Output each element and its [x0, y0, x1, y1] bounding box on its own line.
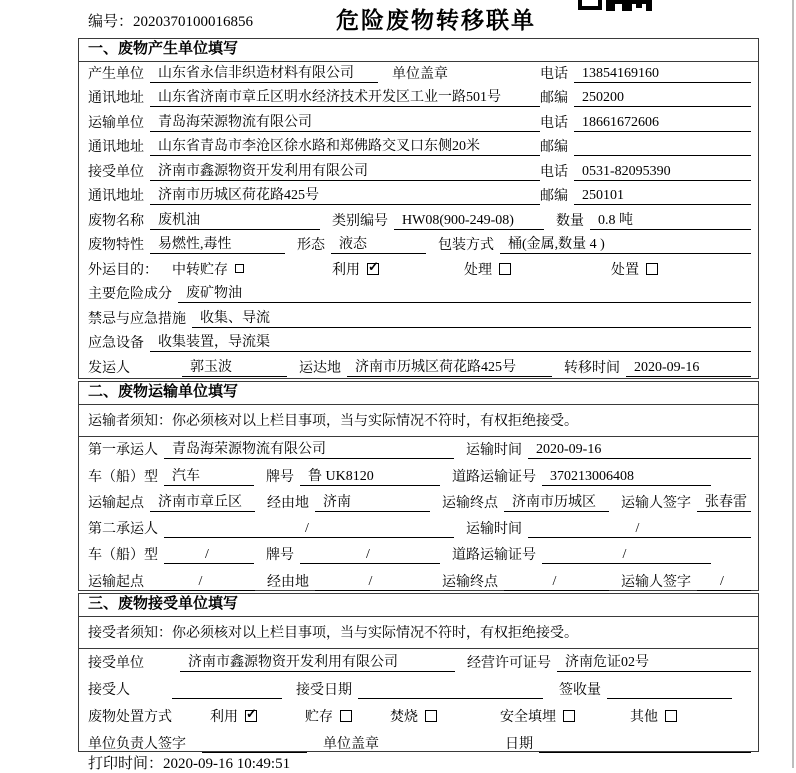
row-carrier1: [88, 437, 751, 463]
route2-end-value: /: [504, 574, 609, 591]
disposal-store-label: 贮存: [305, 710, 333, 725]
license-label: 经营许可证号: [467, 656, 551, 671]
hazard-value: 废矿物油: [178, 282, 751, 303]
vehicle2-label: 车（船）型: [88, 548, 158, 564]
row-transport-unit: [88, 111, 751, 136]
row-equipment: [88, 332, 751, 357]
checkbox-disposal-incinerate[interactable]: [425, 710, 437, 722]
route2-sign-label: 运输人签字: [621, 574, 691, 590]
transfer-time-value: 2020-09-16: [626, 360, 751, 377]
receipt-qty-value: [607, 682, 732, 699]
section3-header: 三、废物接受单位填写: [79, 594, 758, 617]
row-transport-address: [88, 136, 751, 161]
receipt-qty-label: 签收量: [559, 683, 601, 698]
row-route1: [88, 490, 751, 516]
row-waste-props: [88, 234, 751, 259]
carrier2-value: /: [164, 521, 454, 538]
destination-value: 济南市历城区荷花路425号: [347, 356, 552, 377]
waste-name-value: 废机油: [150, 209, 320, 230]
road-cert2-value: /: [542, 547, 711, 564]
carrier1-label: 第一承运人: [88, 443, 158, 459]
transport-notice: 运输者须知：你必须核对以上栏目事项，当与实际情况不符时，有权拒绝接受。: [79, 405, 758, 437]
route1-via-value: 济南: [315, 491, 430, 512]
plate2-value: /: [300, 547, 440, 564]
purpose-option-transfer-storage: [172, 259, 244, 279]
route2-via-value: /: [315, 574, 430, 591]
route2-start-value: /: [150, 574, 255, 591]
disposal-option-utilize: [210, 706, 257, 726]
receiver-phone-label: 电话: [540, 164, 568, 180]
page-right-edge: [792, 0, 794, 768]
producer-zip-label: 邮编: [540, 91, 568, 106]
checkbox-disposal-store[interactable]: [340, 710, 352, 722]
row-hazard: [88, 283, 751, 308]
route2-via-label: 经由地: [267, 574, 309, 590]
unit-seal2-label: 单位盖章: [323, 737, 379, 752]
checkbox-dispose[interactable]: [646, 263, 658, 275]
purpose-option-treat: [464, 259, 511, 279]
print-time-value: 2020-09-16 10:49:51: [163, 756, 291, 772]
waste-pack-label: 包装方式: [438, 238, 494, 253]
waste-form-value: 液态: [331, 233, 426, 254]
receiver-notice: 接受者须知：你必须核对以上栏目事项，当与实际情况不符时，有权拒绝接受。: [79, 617, 758, 649]
route2-end-label: 运输终点: [442, 574, 498, 590]
plate2-label: 牌号: [266, 548, 294, 564]
row-vehicle1: [88, 463, 751, 489]
carrier2-time-value: /: [528, 521, 751, 538]
row-receiver-address: [88, 185, 751, 210]
checkbox-disposal-utilize[interactable]: [245, 706, 257, 722]
transport-address-label: 通讯地址: [88, 140, 144, 155]
serial-label: 编号：: [88, 14, 134, 30]
checkbox-treat[interactable]: [499, 263, 511, 275]
producer-zip-value: 250200: [574, 90, 751, 107]
route2-sign-value: /: [697, 574, 751, 591]
dispatcher-label: 发运人: [88, 360, 130, 376]
producer-unit-label: 产生单位: [88, 66, 144, 82]
print-time-label: 打印时间：: [88, 756, 164, 772]
receiver-zip-value: 250101: [574, 188, 751, 205]
dispose-label: 处置: [611, 262, 639, 278]
transport-address-value: 山东省青岛市李沧区徐水路和郑佛路交叉口东侧20米: [150, 135, 540, 156]
waste-code-value: HW08(900-249-08): [394, 213, 544, 230]
route1-start-label: 运输起点: [88, 495, 144, 511]
accept-unit-label: 接受单位: [88, 656, 144, 671]
row-accept-unit: [88, 649, 751, 676]
carrier1-time-label: 运输时间: [466, 443, 522, 459]
accept-person-value: [172, 682, 282, 699]
section-receiver: [78, 593, 759, 752]
row-waste-name: [88, 209, 751, 234]
road-cert1-value: 370213006408: [542, 469, 711, 486]
checkbox-transfer-storage[interactable]: [235, 264, 244, 273]
qr-code-icon: [578, 0, 652, 11]
row-receiver-unit: [88, 160, 751, 185]
row-producer-address: [88, 87, 751, 112]
section-producer: [78, 38, 759, 379]
section2-header: 二、废物运输单位填写: [79, 382, 758, 405]
accept-unit-value: 济南市鑫源物资开发利用有限公司: [180, 651, 455, 672]
waste-qty-value: 0.8 吨: [590, 209, 751, 230]
taboo-label: 禁忌与应急措施: [88, 311, 186, 327]
waste-form-label: 形态: [297, 238, 325, 253]
receiver-address-value: 济南市历城区荷花路425号: [150, 184, 540, 205]
row-accept-person: [88, 676, 751, 703]
disposal-landfill-label: 安全填埋: [500, 710, 556, 725]
vehicle1-label: 车（船）型: [88, 469, 158, 485]
vehicle2-value: /: [164, 547, 254, 564]
road-cert1-label: 道路运输证号: [452, 469, 536, 485]
disposal-incinerate-label: 焚烧: [390, 710, 418, 725]
taboo-value: 收集、导流: [192, 307, 751, 328]
responsible-sign-value: [202, 736, 307, 753]
producer-phone-label: 电话: [540, 66, 568, 82]
producer-address-value: 山东省济南市章丘区明水经济技术开发区工业一路501号: [150, 86, 540, 107]
carrier2-label: 第二承运人: [88, 522, 158, 538]
checkbox-utilize[interactable]: [367, 258, 379, 275]
row-dispatch: [88, 356, 751, 381]
row-purpose: [88, 258, 751, 283]
row-disposal-method: [88, 703, 751, 730]
checkbox-disposal-landfill[interactable]: [563, 710, 575, 722]
disposal-option-store: [305, 706, 352, 726]
row-taboo: [88, 307, 751, 332]
row-route2: [88, 568, 751, 594]
transfer-storage-label: 中转贮存: [172, 262, 228, 278]
checkbox-mark: ✓: [246, 706, 257, 721]
equipment-label: 应急设备: [88, 336, 144, 351]
checkbox-mark: ✓: [368, 258, 379, 274]
accept-date-value: [358, 682, 543, 699]
route1-start-value: 济南市章丘区: [150, 491, 255, 512]
sign-date-label: 日期: [505, 737, 533, 752]
disposal-option-landfill: [500, 706, 575, 726]
waste-pack-value: 桶(金属,数量 4 ): [500, 233, 751, 254]
waste-props-label: 废物特性: [88, 238, 144, 253]
page-title: 危险废物转移联单: [336, 8, 536, 33]
treat-label: 处理: [464, 262, 492, 278]
utilize-label: 利用: [332, 262, 360, 278]
producer-phone-value: 13854169160: [574, 66, 751, 83]
carrier1-value: 青岛海荣源物流有限公司: [164, 438, 454, 459]
accept-date-label: 接受日期: [296, 683, 352, 698]
plate1-label: 牌号: [266, 469, 294, 485]
license-value: 济南危证02号: [557, 651, 751, 672]
producer-unit-value: 山东省永信非织造材料有限公司: [150, 62, 378, 83]
receiver-unit-label: 接受单位: [88, 164, 144, 180]
hazard-label: 主要危险成分: [88, 287, 172, 302]
waste-qty-label: 数量: [556, 213, 584, 229]
responsible-sign-label: 单位负责人签字: [88, 737, 186, 752]
transport-zip-label: 邮编: [540, 140, 568, 155]
receiver-unit-value: 济南市鑫源物资开发利用有限公司: [150, 160, 540, 181]
road-cert2-label: 道路运输证号: [452, 548, 536, 564]
route1-sign-value: 张春雷: [697, 491, 751, 512]
purpose-option-dispose: [611, 259, 658, 279]
vehicle1-value: 汽车: [164, 465, 254, 486]
waste-props-value: 易燃性,毒性: [150, 233, 285, 254]
dispatcher-value: 郭玉波: [182, 356, 287, 377]
sign-date-value: [539, 736, 751, 753]
row-carrier2: [88, 516, 751, 542]
route1-end-label: 运输终点: [442, 495, 498, 511]
waste-name-label: 废物名称: [88, 213, 144, 229]
receiver-zip-label: 邮编: [540, 189, 568, 204]
route1-end-value: 济南市历城区: [504, 491, 609, 512]
transport-unit-label: 运输单位: [88, 115, 144, 131]
checkbox-disposal-other[interactable]: [665, 710, 677, 722]
disposal-option-incinerate: [390, 706, 437, 726]
row-vehicle2: [88, 542, 751, 568]
serial-value: 2020370100016856: [133, 14, 254, 30]
carrier1-time-value: 2020-09-16: [528, 442, 751, 459]
plate1-value: 鲁 UK8120: [300, 465, 440, 486]
receiver-address-label: 通讯地址: [88, 189, 144, 204]
producer-address-label: 通讯地址: [88, 91, 144, 106]
transport-zip-value: [574, 139, 751, 156]
purpose-label: 外运目的：: [88, 262, 158, 278]
equipment-value: 收集装置，导流渠: [150, 331, 751, 352]
route1-sign-label: 运输人签字: [621, 495, 691, 511]
route1-via-label: 经由地: [267, 495, 309, 511]
section1-header: 一、废物产生单位填写: [79, 39, 758, 62]
disposal-method-label: 废物处置方式: [88, 710, 172, 725]
print-time: [88, 752, 290, 773]
purpose-option-utilize: [332, 259, 379, 279]
section-transport: [78, 381, 759, 591]
transport-unit-value: 青岛海荣源物流有限公司: [150, 111, 540, 132]
accept-person-label: 接受人: [88, 683, 130, 698]
disposal-utilize-label: 利用: [210, 710, 238, 725]
carrier2-time-label: 运输时间: [466, 522, 522, 538]
disposal-other-label: 其他: [630, 710, 658, 725]
receiver-phone-value: 0531-82095390: [574, 164, 751, 181]
destination-label: 运达地: [299, 360, 341, 376]
unit-seal-label: 单位盖章: [392, 66, 448, 82]
transport-phone-label: 电话: [540, 115, 568, 131]
disposal-option-other: [630, 706, 677, 726]
transfer-time-label: 转移时间: [564, 360, 620, 376]
transport-phone-value: 18661672606: [574, 115, 751, 132]
row-producer-unit: [88, 62, 751, 87]
route2-start-label: 运输起点: [88, 574, 144, 590]
waste-code-label: 类别编号: [332, 213, 388, 229]
